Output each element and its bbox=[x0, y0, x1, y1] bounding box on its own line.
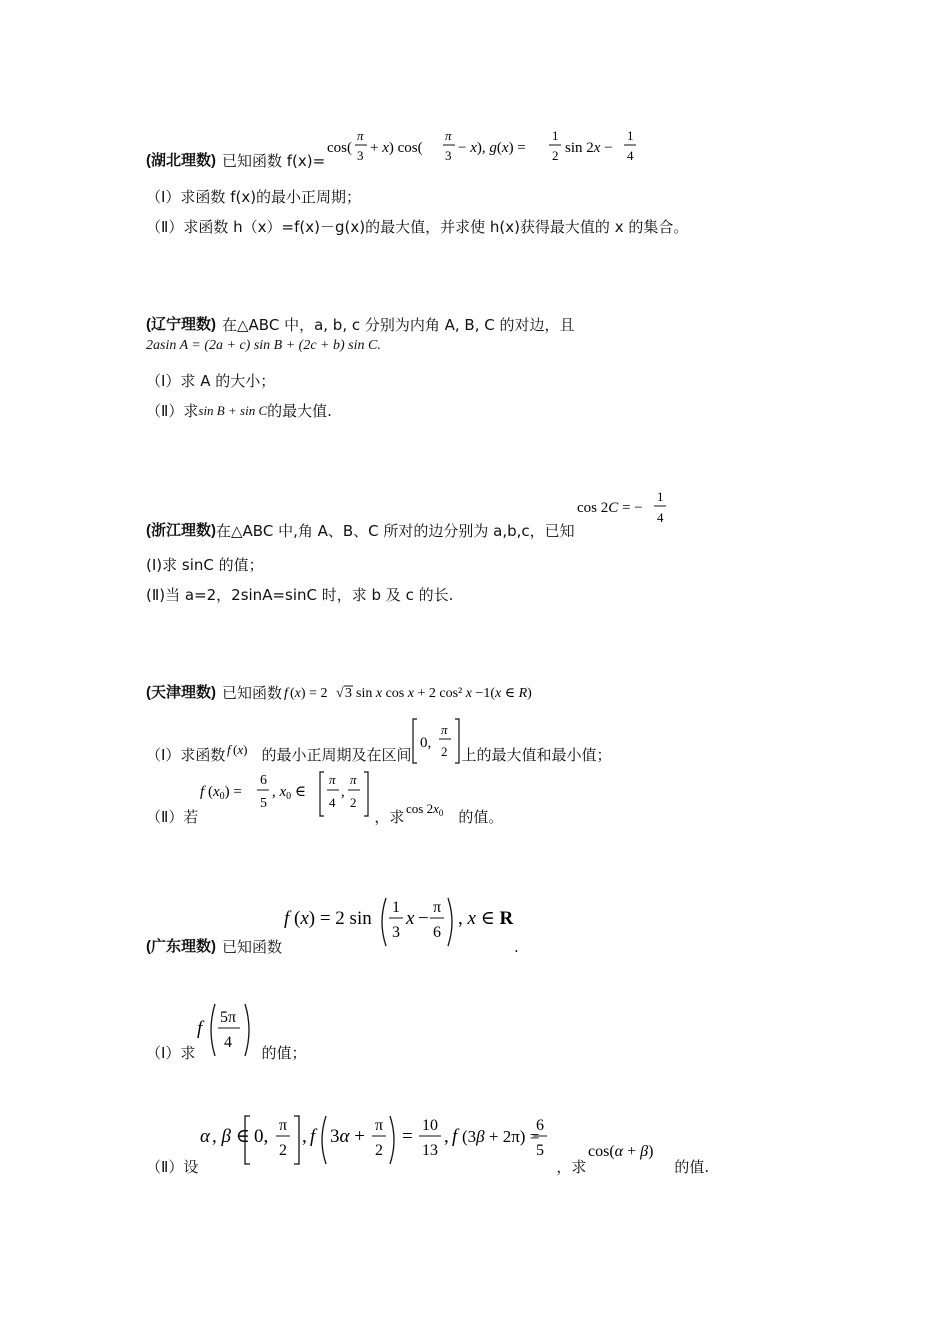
part-text: （Ⅱ）求 bbox=[146, 402, 199, 420]
problem-part-2 bbox=[146, 400, 846, 422]
svg-text:0,: 0, bbox=[254, 1126, 269, 1147]
svg-text:cos(: cos( bbox=[327, 140, 353, 156]
svg-text:6: 6 bbox=[536, 1117, 545, 1134]
problem-part: (Ⅱ)当 a=2，2sinA=sinC 时，求 b 及 c 的长. bbox=[146, 586, 454, 604]
formula-cos2x0 bbox=[404, 800, 458, 822]
svg-text:−: − bbox=[418, 908, 429, 929]
problem-tag: (湖北理数) bbox=[146, 152, 216, 169]
formula-cos2c bbox=[575, 486, 675, 534]
problem-tianjin-intro-line bbox=[146, 682, 846, 704]
formula-interval bbox=[411, 716, 461, 766]
svg-text:, x ∈ R: , x ∈ R bbox=[458, 908, 514, 929]
svg-text:sin 2x −: sin 2x − bbox=[565, 140, 613, 156]
problem-intro: 在△ABC 中，a, b, c 分别为内角 A, B, C 的对边，且 bbox=[222, 316, 575, 334]
svg-text:2: 2 bbox=[375, 1142, 384, 1159]
svg-text:1: 1 bbox=[552, 128, 559, 143]
problem-part: （Ⅰ）求函数 f(x)的最小正周期； bbox=[146, 188, 362, 206]
svg-text:− x), g(x) =: − x), g(x) = bbox=[458, 140, 526, 156]
svg-text:f: f bbox=[197, 1018, 203, 1039]
svg-text:x: x bbox=[406, 908, 415, 929]
part-text: （Ⅱ）若 bbox=[146, 808, 199, 826]
problem-guangdong-intro-line bbox=[146, 898, 846, 958]
svg-text:(x) = 2: (x) = 2 bbox=[290, 686, 328, 701]
trailing-period: . bbox=[514, 938, 519, 956]
svg-text:π: π bbox=[329, 772, 336, 787]
svg-text:2: 2 bbox=[552, 148, 559, 163]
svg-text:3: 3 bbox=[345, 686, 353, 701]
part-text: （Ⅱ）设 bbox=[146, 1158, 199, 1176]
part-text: ，求 bbox=[556, 1158, 587, 1176]
problem-liaoning bbox=[146, 314, 846, 422]
svg-text:(x): (x) bbox=[233, 742, 248, 757]
part-text: 上的最大值和最小值； bbox=[461, 746, 612, 764]
problem-tag: (辽宁理数) bbox=[146, 316, 216, 333]
part-text: （Ⅰ）求函数 bbox=[146, 746, 226, 764]
svg-text:2: 2 bbox=[350, 795, 357, 810]
svg-text:3: 3 bbox=[445, 148, 452, 163]
svg-text:cos 2x0: $\cos 2x_0$ bbox=[406, 801, 444, 818]
svg-text:π: π bbox=[279, 1117, 288, 1134]
problem-part-1 bbox=[146, 1004, 846, 1064]
part-text: 的值。 bbox=[458, 808, 504, 826]
svg-text:3: 3 bbox=[357, 148, 364, 163]
svg-text:=: = bbox=[402, 1126, 414, 1147]
svg-text:π: π bbox=[445, 128, 452, 143]
formula-liaoning bbox=[146, 336, 846, 356]
svg-text:6: 6 bbox=[260, 773, 268, 788]
svg-text:5: 5 bbox=[260, 796, 268, 811]
svg-text:1: 1 bbox=[627, 128, 634, 143]
svg-text:10: 10 bbox=[422, 1117, 439, 1134]
problem-tag: (浙江理数) bbox=[146, 522, 216, 539]
svg-text:α: α bbox=[200, 1126, 211, 1147]
formula-fx0 bbox=[198, 768, 374, 820]
formula-cos-alpha-beta bbox=[586, 1136, 674, 1166]
svg-text:,: , bbox=[302, 1126, 308, 1147]
svg-text:3: 3 bbox=[392, 924, 401, 941]
svg-text:6: 6 bbox=[433, 924, 442, 941]
formula-f5pi4 bbox=[195, 998, 261, 1058]
formula-guangdong-f bbox=[282, 892, 514, 952]
formula-tianjin-f bbox=[282, 682, 602, 704]
problem-intro: 在△ABC 中,角 A、B、C 所对的边分别为 a,b,c，已知 bbox=[216, 522, 575, 540]
problem-part-2 bbox=[146, 1116, 846, 1178]
svg-text:π: π bbox=[441, 722, 448, 737]
svg-text:, x0 ∈: , $x_0$ ∈ bbox=[272, 784, 307, 802]
problem-part: （Ⅰ）求 A 的大小； bbox=[146, 372, 276, 390]
part-text: 的最大值. bbox=[267, 402, 332, 420]
problem-hubei-intro-line bbox=[146, 126, 846, 172]
svg-text:√: √ bbox=[336, 686, 344, 701]
part-text: 的值； bbox=[261, 1044, 307, 1062]
svg-text:, β ∈: , β ∈ bbox=[212, 1126, 251, 1147]
svg-text:π: π bbox=[357, 128, 364, 143]
problem-part: (Ⅰ)求 sinC 的值； bbox=[146, 556, 264, 574]
svg-text:4: 4 bbox=[329, 795, 336, 810]
problem-liaoning-intro-line bbox=[146, 314, 846, 336]
problem-guangdong bbox=[146, 898, 846, 1178]
svg-text:f: f bbox=[310, 1126, 316, 1147]
problem-zhejiang-intro-line bbox=[146, 489, 846, 542]
svg-text:f: f bbox=[452, 1126, 458, 1147]
part-text: （Ⅰ）求 bbox=[146, 1044, 196, 1062]
formula-alpha-beta bbox=[198, 1108, 556, 1170]
problem-tag: (广东理数) bbox=[146, 938, 216, 955]
svg-text:4: 4 bbox=[627, 148, 634, 163]
svg-text:π: π bbox=[375, 1117, 384, 1134]
svg-text:f: f bbox=[227, 742, 232, 757]
problem-intro: 已知函数 f(x)= bbox=[222, 152, 326, 170]
svg-text:5: 5 bbox=[536, 1142, 545, 1159]
problem-hubei bbox=[146, 126, 846, 238]
svg-text:2: 2 bbox=[441, 744, 448, 759]
part-text: 的最小正周期及在区间 bbox=[261, 746, 412, 764]
svg-text:sin x cos x + 2 cos² x −1(x ∈: sin x cos x + 2 cos² x −1(x ∈ R) bbox=[356, 686, 532, 701]
svg-text:(3β + 2π) =: (3β + 2π) = bbox=[462, 1127, 540, 1146]
svg-text:1: 1 bbox=[392, 899, 401, 916]
svg-text:cos(α + β): cos(α + β) bbox=[588, 1143, 654, 1160]
svg-text:2: 2 bbox=[279, 1142, 288, 1159]
part-text: 的值. bbox=[674, 1158, 710, 1176]
svg-text:+ x) cos(: + x) cos( bbox=[370, 140, 423, 156]
part-text: ，求 bbox=[374, 808, 405, 826]
svg-text:5π: 5π bbox=[220, 1009, 237, 1026]
svg-text:,: , bbox=[444, 1126, 450, 1147]
svg-text:f: f bbox=[284, 686, 288, 701]
svg-text:(x0) =: $(x_0)$ = bbox=[208, 784, 243, 802]
formula-text: 2asin A = (2a + c) sin B + (2c + b) sin C. bbox=[146, 338, 381, 353]
svg-text:π: π bbox=[433, 899, 442, 916]
svg-text:1: 1 bbox=[656, 489, 664, 504]
svg-text:4: 4 bbox=[224, 1034, 233, 1051]
svg-text:,: , bbox=[341, 784, 346, 800]
svg-text:4: 4 bbox=[656, 510, 664, 525]
svg-text:13: 13 bbox=[422, 1142, 439, 1159]
svg-text:f: f bbox=[284, 908, 290, 929]
problem-part: （Ⅱ）求函数 h（x）=f(x)－g(x)的最大值，并求使 h(x)获得最大值的 x 的集合。 bbox=[146, 218, 689, 236]
svg-text:π: π bbox=[350, 772, 357, 787]
problem-tag: (天津理数) bbox=[146, 684, 216, 701]
problem-part-1 bbox=[146, 716, 846, 766]
formula-text: sin B + sin C bbox=[198, 403, 268, 418]
problem-intro: 已知函数 bbox=[222, 684, 283, 702]
problem-part-2 bbox=[146, 772, 846, 828]
problem-zhejiang bbox=[146, 489, 846, 606]
formula-hubei-fg bbox=[325, 126, 645, 172]
svg-text:(x) = 2 sin: (x) = 2 sin bbox=[294, 908, 372, 929]
problem-tianjin bbox=[146, 682, 846, 828]
problem-intro: 已知函数 bbox=[222, 938, 283, 956]
svg-text:cos 2C = −: cos 2C = − bbox=[576, 500, 643, 516]
svg-text:f: f bbox=[200, 784, 205, 800]
svg-text:0,: 0, bbox=[420, 735, 432, 751]
svg-text:3α +: 3α + bbox=[330, 1126, 366, 1147]
formula-fx bbox=[225, 740, 261, 762]
